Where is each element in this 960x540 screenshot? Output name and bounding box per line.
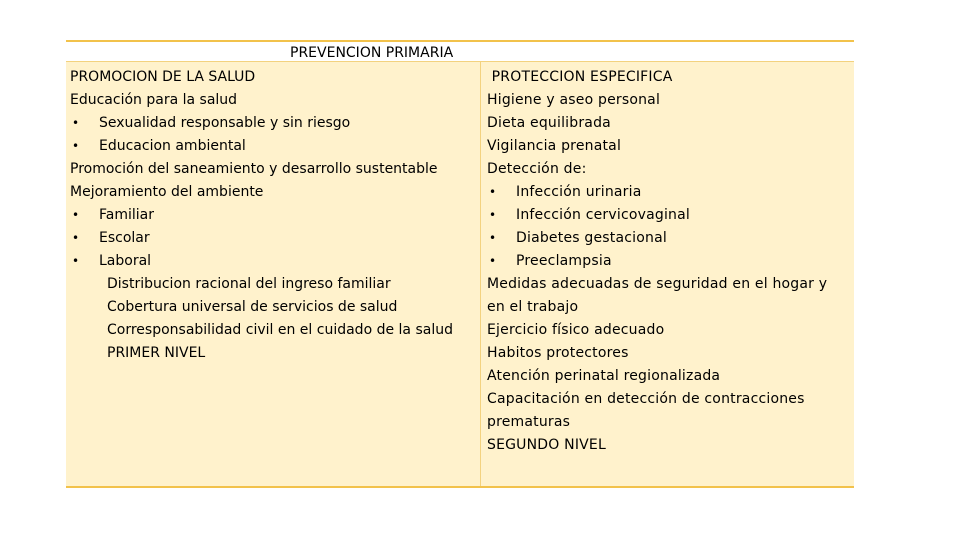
table-header-row — [66, 40, 854, 62]
list-item: • Escolar — [70, 227, 478, 250]
environment-heading: Mejoramiento del ambiente — [70, 184, 264, 200]
bullet-icon: • — [489, 231, 497, 245]
list-item: • Laboral — [70, 250, 478, 273]
list-item: • Familiar — [70, 204, 478, 227]
training-line: Capacitación en detección de contracciones prematuras — [487, 391, 805, 430]
bullet-icon: • — [489, 185, 497, 199]
level-label: PRIMER NIVEL — [107, 345, 206, 361]
table-title: PREVENCION PRIMARIA — [290, 45, 454, 61]
list-item: • Infección urinaria — [487, 181, 849, 204]
indented-line: Cobertura universal de servicios de salud — [107, 299, 398, 315]
list-item: • Infección cervicovaginal — [487, 204, 849, 227]
protection-line: Habitos protectores — [487, 345, 629, 361]
bullet-icon: • — [72, 254, 80, 268]
protection-line: Detección de: — [487, 161, 587, 177]
table-body-row — [66, 62, 854, 488]
education-heading: Educación para la salud — [70, 92, 238, 108]
protection-line: Higiene y aseo personal — [487, 92, 661, 108]
list-item: • Preeclampsia — [487, 250, 849, 273]
promotion-column — [70, 66, 478, 365]
bullet-icon: • — [72, 139, 80, 153]
bullet-icon: • — [72, 116, 80, 130]
indented-line: Corresponsabilidad civil en el cuidado de la salud — [107, 322, 453, 338]
list-item: • Sexualidad responsable y sin riesgo — [70, 112, 478, 135]
promotion-sanitation: Promoción del saneamiento y desarrollo sustentable — [70, 161, 438, 177]
bullet-icon: • — [72, 231, 80, 245]
protection-heading: PROTECCION ESPECIFICA — [487, 69, 673, 85]
prevention-table — [66, 40, 854, 488]
protection-line: Dieta equilibrada — [487, 115, 611, 131]
indented-line: Distribucion racional del ingreso familiar — [107, 276, 391, 292]
protection-line: Atención perinatal regionalizada — [487, 368, 721, 384]
column-divider — [480, 62, 481, 486]
list-item: • Educacion ambiental — [70, 135, 478, 158]
bullet-icon: • — [489, 208, 497, 222]
bullet-icon: • — [72, 208, 80, 222]
protection-line: Ejercicio físico adecuado — [487, 322, 665, 338]
promotion-heading: PROMOCION DE LA SALUD — [70, 69, 256, 85]
protection-column — [487, 66, 849, 457]
bullet-icon: • — [489, 254, 497, 268]
protection-line: Vigilancia prenatal — [487, 138, 622, 154]
level-label: SEGUNDO NIVEL — [487, 437, 606, 453]
list-item: • Diabetes gestacional — [487, 227, 849, 250]
safety-measures: Medidas adecuadas de seguridad en el hogar y en el trabajo — [487, 276, 828, 315]
